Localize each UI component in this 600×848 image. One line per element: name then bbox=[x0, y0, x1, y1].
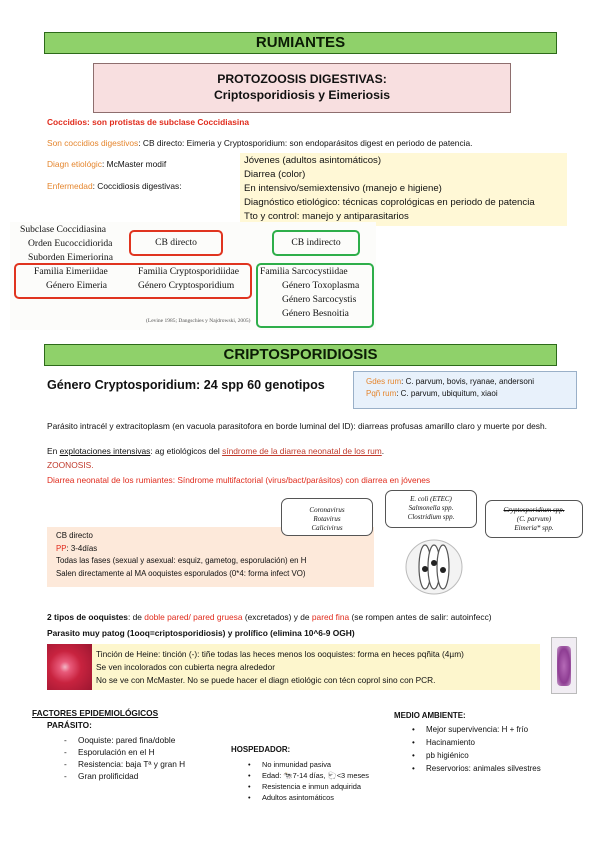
tax-fam-sarcocystiidae: Familia Sarcocystiidae bbox=[260, 266, 348, 277]
parasito-item: - Resistencia: baja Tª y gran H bbox=[60, 758, 185, 770]
tax-subclase: Subclase Coccidiasina bbox=[20, 224, 107, 235]
pq-label: Pqñ rum bbox=[366, 389, 397, 398]
ooq-a1: 2 tipos de ooquistes bbox=[47, 612, 128, 622]
medio-item: • Hacinamiento bbox=[408, 736, 541, 749]
stained-slide-image bbox=[551, 637, 577, 694]
cb-line-4: Salen directamente al MA ooquistes esporulados (0*4: forma infect VO) bbox=[56, 568, 306, 578]
title-box-protozoosis bbox=[93, 63, 511, 113]
parasito-item: - Esporulación en el H bbox=[60, 746, 185, 758]
explotaciones-line bbox=[47, 446, 384, 457]
title-line-1: PROTOZOOSIS DIGESTIVAS: bbox=[217, 72, 387, 86]
hospedador-list bbox=[244, 759, 369, 803]
cb-line-1: CB directo bbox=[56, 531, 93, 540]
tincion-line-3: No se ve con McMaster. No se puede hacer el diagn etiológic con técn coprol sino con PCR. bbox=[96, 675, 436, 685]
taxonomy-figure bbox=[10, 222, 376, 330]
oocyst-illustration bbox=[399, 537, 469, 597]
agent-calicivirus: Calicivirus bbox=[311, 524, 343, 532]
enf-item: Diarrea (color) bbox=[244, 169, 306, 180]
tax-fam-cryptosporidiidae: Familia Cryptosporidiidae bbox=[138, 266, 239, 277]
enf-item: En intensivo/semiextensivo (manejo e higiene) bbox=[244, 183, 442, 194]
diarrea-neonatal: Diarrea neonatal de los rumiantes: Síndrome multifactorial (virus/bact/parásitos) con diarrea en jóvenes bbox=[47, 475, 431, 485]
agent-coronavirus: Coronavirus bbox=[309, 506, 345, 514]
ooquistes-line-2: Parasito muy patog (1ooq=criptosporidiosis) y prolífico (elimina 10^6-9 OGH) bbox=[47, 628, 355, 638]
gdes-label: Gdes rum bbox=[366, 377, 402, 386]
tax-gen-sarcocystis: Género Sarcocystis bbox=[282, 294, 357, 305]
genero-heading: Género Cryptosporidium: 24 spp 60 genotipos bbox=[47, 378, 325, 392]
ooq-pared-fina: pared fina bbox=[311, 612, 350, 622]
tincion-text bbox=[96, 648, 464, 687]
parasito-item: - Gran prolificidad bbox=[60, 770, 185, 782]
explot-mid: : ag etiológicos del bbox=[150, 446, 223, 456]
agent-clostridium: Clostridium spp. bbox=[407, 513, 455, 521]
tax-gen-toxoplasma: Género Toxoplasma bbox=[282, 280, 360, 291]
parasito-list bbox=[60, 734, 185, 782]
cb-directo-box: CB directo bbox=[129, 230, 223, 256]
enf-item: Tto y control: manejo y antiparasitarios bbox=[244, 211, 409, 222]
parasito-item: - Ooquiste: pared fina/doble bbox=[60, 734, 185, 746]
tax-gen-cryptosporidium: Género Cryptosporidium bbox=[138, 280, 235, 291]
ooq-a2: : de bbox=[127, 612, 145, 622]
explot-sindrome: síndrome de la diarrea neonatal de los rum bbox=[222, 446, 382, 456]
medio-item: • pb higiénico bbox=[408, 749, 541, 762]
son-coccidios-text: : CB directo: Eimeria y Cryptosporidium: son endoparásitos digest en periodo de patencia. bbox=[138, 138, 473, 148]
cb-line-3: Todas las fases (sexual y asexual: esquiz, gametog, esporulación) en H bbox=[56, 556, 307, 565]
tax-gen-eimeria: Género Eimeria bbox=[46, 280, 107, 291]
micrograph-stain-image bbox=[47, 644, 92, 690]
especies-gdes bbox=[366, 376, 572, 388]
enf-item: Diagnóstico etiológico: técnicas coprológicas en periodo de patencia bbox=[244, 197, 535, 208]
medio-list bbox=[408, 723, 541, 775]
diagn-label: Diagn etiológic bbox=[47, 159, 102, 169]
hospedador-title: HOSPEDADOR: bbox=[231, 745, 291, 754]
gdes-text: : C. parvum, bovis, ryanae, andersoni bbox=[401, 377, 535, 386]
cb-pp-line bbox=[56, 543, 365, 556]
enfermedad-text: : Coccidiosis digestivas: bbox=[92, 181, 182, 191]
cb-pp-label: PP bbox=[56, 543, 67, 553]
parasito-title: PARÁSITO: bbox=[47, 720, 92, 730]
agent-c-parvum: (C. parvum) bbox=[516, 515, 552, 523]
explot-end: . bbox=[381, 446, 385, 456]
tincion-line-1: Tinción de Heine: tinción (-): tiñe todas las heces menos los ooquistes: forma en heces pqñita (4µm) bbox=[96, 649, 464, 659]
enf-item: Jóvenes (adultos asintomáticos) bbox=[244, 155, 382, 166]
cb-indirecto-box: CB indirecto bbox=[272, 230, 360, 256]
agent-salmonella: Salmonella spp. bbox=[408, 504, 454, 512]
agent-eimeria: Eimeria* spp. bbox=[514, 524, 554, 532]
section-header-rumiantes: RUMIANTES bbox=[44, 32, 557, 54]
coccidios-definition: Coccidios: son protistas de subclase Coccidiasina bbox=[47, 117, 249, 127]
ooq-a4: (excretados) y de bbox=[242, 612, 312, 622]
cb-pp-text: : 3-4días bbox=[66, 543, 98, 553]
enfermedad-label: Enfermedad bbox=[47, 181, 93, 191]
tax-citation: (Levine 1985; Dangschies y Najdrowski, 2005) bbox=[146, 318, 251, 324]
explot-intensivas: explotaciones intensivas bbox=[59, 446, 151, 456]
diagn-line bbox=[47, 159, 166, 170]
medio-title: MEDIO AMBIENTE: bbox=[394, 711, 466, 720]
agent-ecoli: E. coli (ETEC) bbox=[410, 495, 452, 503]
medio-item: • Reservorios: animales silvestres bbox=[408, 762, 541, 775]
explot-pre: En bbox=[47, 446, 60, 456]
enfermedad-line bbox=[47, 181, 182, 192]
ooquistes-line-1 bbox=[47, 612, 492, 623]
hospedador-item: • Adultos asintomáticos bbox=[244, 792, 369, 803]
enfermedad-list bbox=[240, 153, 567, 226]
tax-gen-besnoitia: Género Besnoitia bbox=[282, 308, 349, 319]
son-coccidios-label: Son coccidios digestivos bbox=[47, 138, 139, 148]
hospedador-item: • Edad: 🐄7-14 días, 🐑<3 meses bbox=[244, 770, 369, 781]
ooq-doble-pared: doble pared/ pared gruesa bbox=[144, 612, 243, 622]
tax-fam-eimeriidae: Familia Eimeriidae bbox=[34, 266, 108, 277]
especies-pq bbox=[366, 388, 572, 400]
hospedador-item: • Resistencia e inmun adquirida bbox=[244, 781, 369, 792]
section-header-criptosporidiosis: CRIPTOSPORIDIOSIS bbox=[44, 344, 557, 366]
tax-suborden: Suborden Eimeriorina bbox=[28, 252, 113, 263]
factores-title: FACTORES EPIDEMIOLÓGICOS bbox=[32, 708, 159, 718]
zoonosis: ZOONOSIS. bbox=[47, 460, 94, 470]
medio-item: • Mejor supervivencia: H + frío bbox=[408, 723, 541, 736]
bacteria-agents-box bbox=[385, 490, 477, 528]
hospedador-item: • No inmunidad pasiva bbox=[244, 759, 369, 770]
diagn-text: : McMaster modif bbox=[101, 159, 167, 169]
title-line-2: Criptosporidiosis y Eimeriosis bbox=[213, 88, 391, 102]
parasite-agents-box bbox=[485, 500, 583, 538]
ooq-a6: (se rompen antes de salir: autoinfecc) bbox=[349, 612, 492, 622]
virus-agents-box bbox=[281, 498, 373, 536]
agent-cryptosporidium: Cryptosporidium spp. bbox=[503, 506, 565, 514]
especies-box bbox=[353, 371, 577, 409]
parasito-description: Parásito intracél y extracitoplasm (en vacuola parasitofora en borde luminal del ID): diarreas profusas amarillo claro y muerte por desh. bbox=[47, 421, 547, 431]
pq-text: : C. parvum, ubiquitum, xiaoi bbox=[396, 389, 498, 398]
tax-orden: Orden Eucoccidiorida bbox=[28, 238, 113, 249]
cb-directo-info-box bbox=[47, 527, 374, 587]
agent-rotavirus: Rotavirus bbox=[313, 515, 341, 523]
son-coccidios-line bbox=[47, 138, 473, 149]
tincion-line-2: Se ven incolorados con cubierta negra alrededor bbox=[96, 662, 275, 672]
